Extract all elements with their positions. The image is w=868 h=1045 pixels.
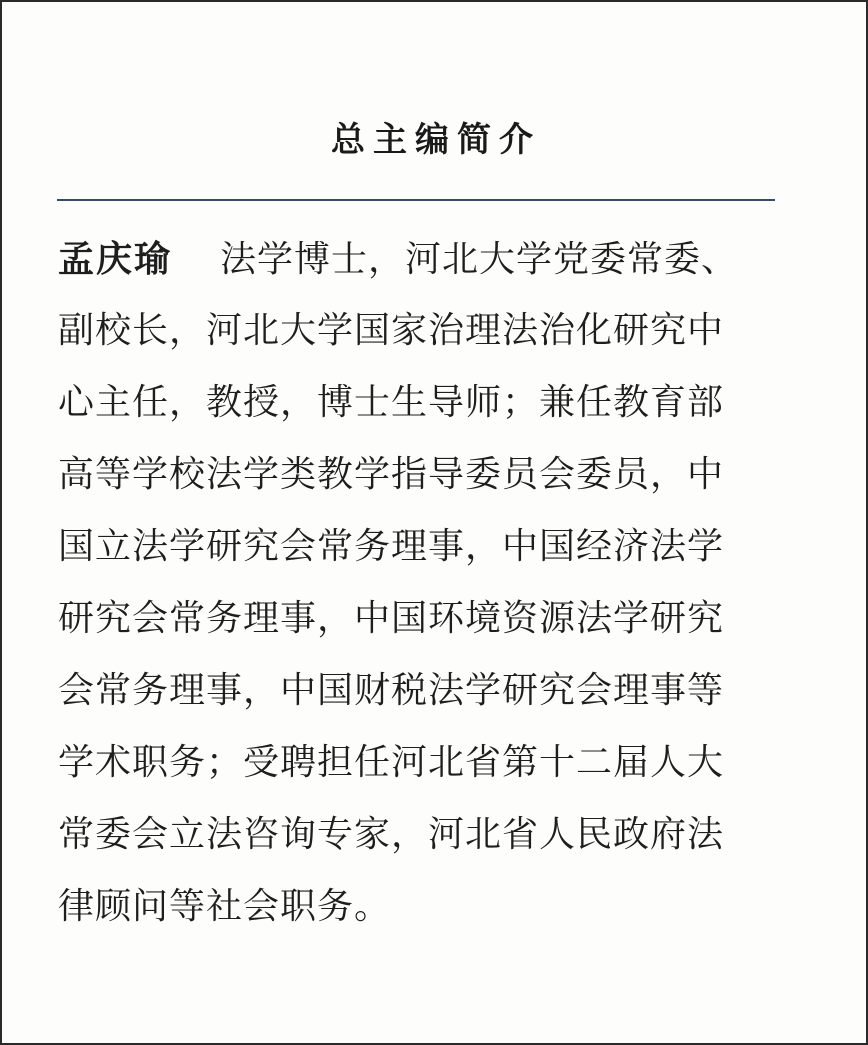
bio-line: 高等学校法学类教学指导委员会委员，中: [58, 454, 725, 495]
bio-line: 会常务理事，中国财税法学研究会理事等: [58, 670, 725, 711]
bio-text: [58, 229, 782, 949]
page-title: 总主编简介: [331, 120, 541, 160]
author-name: 孟庆瑜: [58, 238, 173, 280]
bio-line: 国立法学研究会常务理事，中国经济法学: [58, 526, 725, 567]
bio-line: 副校长，河北大学国家治理法治化研究中: [58, 310, 725, 351]
bio-line: 律顾问等社会职务。: [58, 886, 392, 927]
bio-line-text: 法学博士，河北大学党委常委、: [220, 239, 739, 280]
bio-line: 学术职务；受聘担任河北省第十二届人大: [58, 742, 725, 783]
bio-line: [58, 229, 782, 301]
bio-line: 心主任，教授，博士生导师；兼任教育部: [58, 382, 725, 423]
bio-line: 常委会立法咨询专家，河北省人民政府法: [58, 814, 725, 855]
bio-line: 研究会常务理事，中国环境资源法学研究: [58, 598, 725, 639]
title-divider: [57, 199, 775, 201]
